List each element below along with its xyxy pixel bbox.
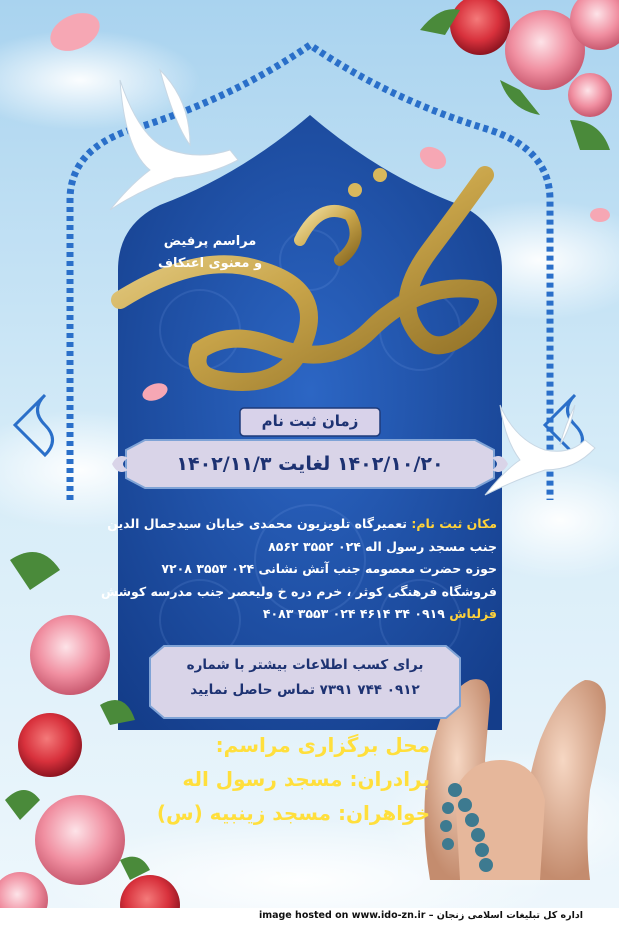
location-line-1-text: تعمیرگاه تلویزیون محمدی خیابان سیدجمال الدین xyxy=(107,516,407,531)
venue-title: محل برگزاری مراسم: xyxy=(215,733,430,757)
registration-dates: ۱۴۰۲/۱۰/۲۰ لغایت ۱۴۰۲/۱۱/۳ xyxy=(176,453,444,475)
registration-locations xyxy=(97,518,497,621)
location-line-5 xyxy=(97,608,497,621)
location-line-5-label: قزلباش xyxy=(449,606,497,621)
contact-line-2: ۰۹۱۲ ۷۴۴ ۷۳۹۱ تماس حاصل نمایید xyxy=(190,682,420,698)
location-label: مکان ثبت نام: xyxy=(411,516,497,531)
location-line-5-phones: ۰۹۱۹ ۳۴ ۴۶۱۴ ۰۲۴ ۳۵۵۳ ۴۰۸۳ xyxy=(262,606,445,621)
poster-subtitle-line1: مراسم پرفیض xyxy=(163,234,257,249)
location-line-4: فروشگاه فرهنگی کوثر ، خرم دره خ ولیعصر جنب مدرسه کوشش xyxy=(101,583,497,599)
venue-sisters: خواهران: مسجد زینبیه (س) xyxy=(156,801,430,825)
venue-brothers: برادران: مسجد رسول اله xyxy=(182,767,430,791)
location-line-1 xyxy=(97,518,497,531)
registration-time-label: زمان ثبت نام xyxy=(261,412,359,430)
location-line-3: حوزه حضرت معصومه جنب آتش نشانی ۰۲۴ ۳۵۵۳ ۷۲۰۸ xyxy=(161,561,497,576)
poster-subtitle-line2: و معنوی اعتکاف xyxy=(157,256,263,271)
footer-watermark: اداره کل تبلیغات اسلامی زنجان – image hosted on www.ido-zn.ir xyxy=(258,910,583,921)
location-line-2: جنب مسجد رسول اله ۰۲۴ ۳۵۵۲ ۸۵۶۲ xyxy=(268,538,497,554)
contact-line-1: برای کسب اطلاعات بیشتر با شماره xyxy=(186,657,424,673)
